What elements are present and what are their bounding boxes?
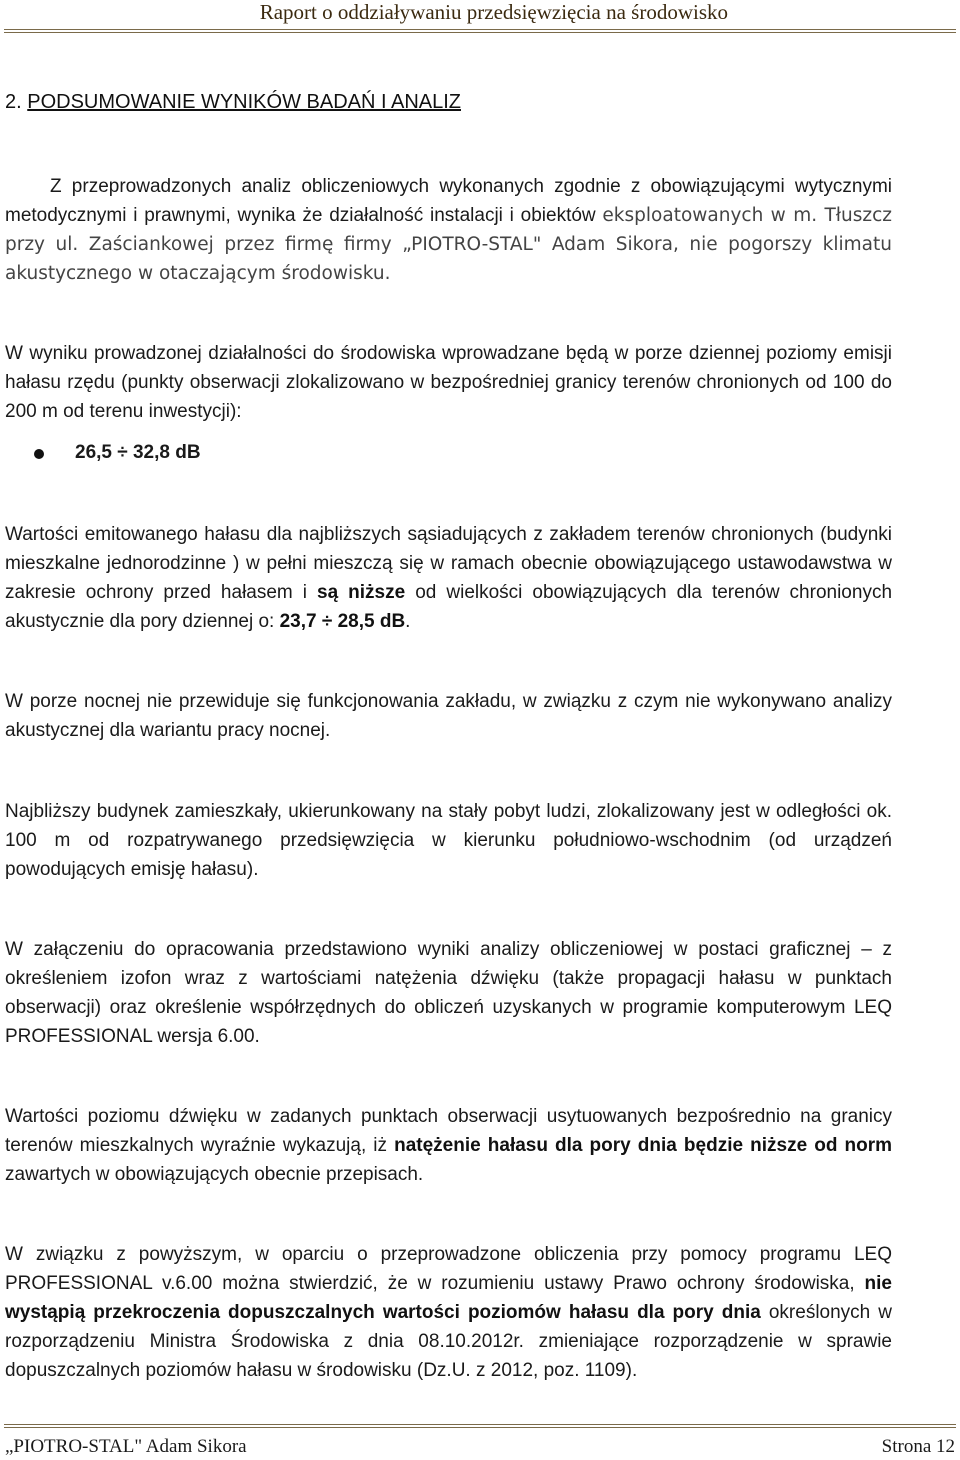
header-rule bbox=[4, 29, 956, 30]
footer-rule-thin bbox=[4, 1427, 956, 1428]
section-number: 2. bbox=[5, 91, 22, 113]
paragraph-7-part-c: zawartych w obowiązujących obecnie przepisach. bbox=[5, 1164, 424, 1185]
header-rule-thin bbox=[4, 32, 956, 33]
paragraph-1-part-a: Z przeprowadzonych analiz obliczeniowych wykonanych zgodnie z obowiązującymi wytycznymi metodycznymi i prawnymi, wynika że działalność instalacji i obiektów bbox=[5, 176, 892, 226]
paragraph-2: W wyniku prowadzonej działalności do środowiska wprowadzane będą w porze dziennej poziomy emisji hałasu rzędu (punkty obserwacji zlokalizowano w bezpośredniej granicy terenów chronionych od 100 do 200 m od terenu inwestycji): bbox=[5, 343, 892, 422]
paragraph-4: W porze nocnej nie przewiduje się funkcjonowania zakładu, w związku z czym nie wykonywano analizy akustycznej dla wariantu pracy nocnej. bbox=[5, 691, 892, 741]
paragraph-7-bold: natężenie hałasu dla pory dnia będzie niższe od norm bbox=[394, 1135, 892, 1156]
running-header: Raport o oddziaływaniu przedsięwzięcia na środowisko bbox=[259, 0, 728, 24]
bullet-item: 26,5 ÷ 32,8 dB bbox=[75, 442, 201, 463]
paragraph-3-bold-2: 23,7 ÷ 28,5 dB bbox=[279, 611, 406, 632]
paragraph-8 bbox=[5, 1240, 892, 1385]
paragraph-1-part-b: eksploatowanych w m. Tłuszcz przy ul. Zaściankowej przez firmę firmy „PIOTRO-STAL" Adam Sikora, nie pogorszy klimatu akustycznego w otaczającym środowisku. bbox=[5, 205, 892, 284]
paragraph-7 bbox=[5, 1102, 892, 1189]
section-title bbox=[5, 88, 461, 116]
paragraph-8-part-a: W związku z powyższym, w oparciu o przeprowadzone obliczenia przy pomocy programu LEQ PROFESSIONAL v.6.00 można stwierdzić, że w rozumieniu ustawy Prawo ochrony środowiska, bbox=[5, 1244, 892, 1294]
footer-rule bbox=[4, 1424, 956, 1425]
paragraph-3 bbox=[5, 520, 892, 636]
paragraph-3-part-c: od wielkości obowiązujących dla terenów chronionych akustycznie dla pory dziennej o: bbox=[5, 582, 893, 632]
paragraph-3-part-d: . bbox=[405, 611, 411, 632]
section-title-text: PODSUMOWANIE WYNIKÓW BADAŃ I ANALIZ bbox=[27, 91, 461, 113]
paragraph-8-part-c: określonych w rozporządzeniu Ministra Środowiska z dnia 08.10.2012r. zmieniające rozporządzenie w sprawie dopuszczalnych poziomów hałasu w środowisku (Dz.U. z 2012, poz. 1109). bbox=[5, 1302, 892, 1381]
footer-page-number: Strona 12 bbox=[881, 1436, 955, 1457]
bullet-dot bbox=[34, 449, 44, 459]
paragraph-1 bbox=[5, 172, 892, 288]
paragraph-7-part-a: Wartości poziomu dźwięku w zadanych punktach obserwacji usytuowanych bezpośrednio na granicy terenów mieszkalnych wyraźnie wykazują, iż bbox=[5, 1106, 892, 1156]
paragraph-8-bold: nie wystąpią przekroczenia dopuszczalnych wartości poziomów hałasu dla pory dnia bbox=[5, 1273, 892, 1323]
footer-company: „PIOTRO-STAL" Adam Sikora bbox=[5, 1436, 247, 1457]
paragraph-3-part-a: Wartości emitowanego hałasu dla najbliższych sąsiadujących z zakładem terenów chronionych (budynki mieszkalne jednorodzinne ) w pełni mieszczą się w ramach obecnie obowiązującego ustawodawstwa w zakresie ochrony przed hałasem i bbox=[5, 524, 892, 603]
paragraph-6: W załączeniu do opracowania przedstawiono wyniki analizy obliczeniowej w postaci graficznej – z określeniem izofon wraz z wartościami natężenia dźwięku (także propagacji hałasu w punktach obserwacji) oraz określenie współrzędnych do obliczeń uzyskanych w programie komputerowym LEQ PROFESSIONAL wersja 6.00. bbox=[5, 939, 892, 1047]
paragraph-3-bold-1: są niższe bbox=[317, 582, 406, 603]
paragraph-5: Najbliższy budynek zamieszkały, ukierunkowany na stały pobyt ludzi, zlokalizowany jest w odległości ok. 100 m od rozpatrywanego przedsięwzięcia w kierunku południowo-wschodnim (od urządzeń powodujących emisję hałasu). bbox=[5, 801, 892, 880]
